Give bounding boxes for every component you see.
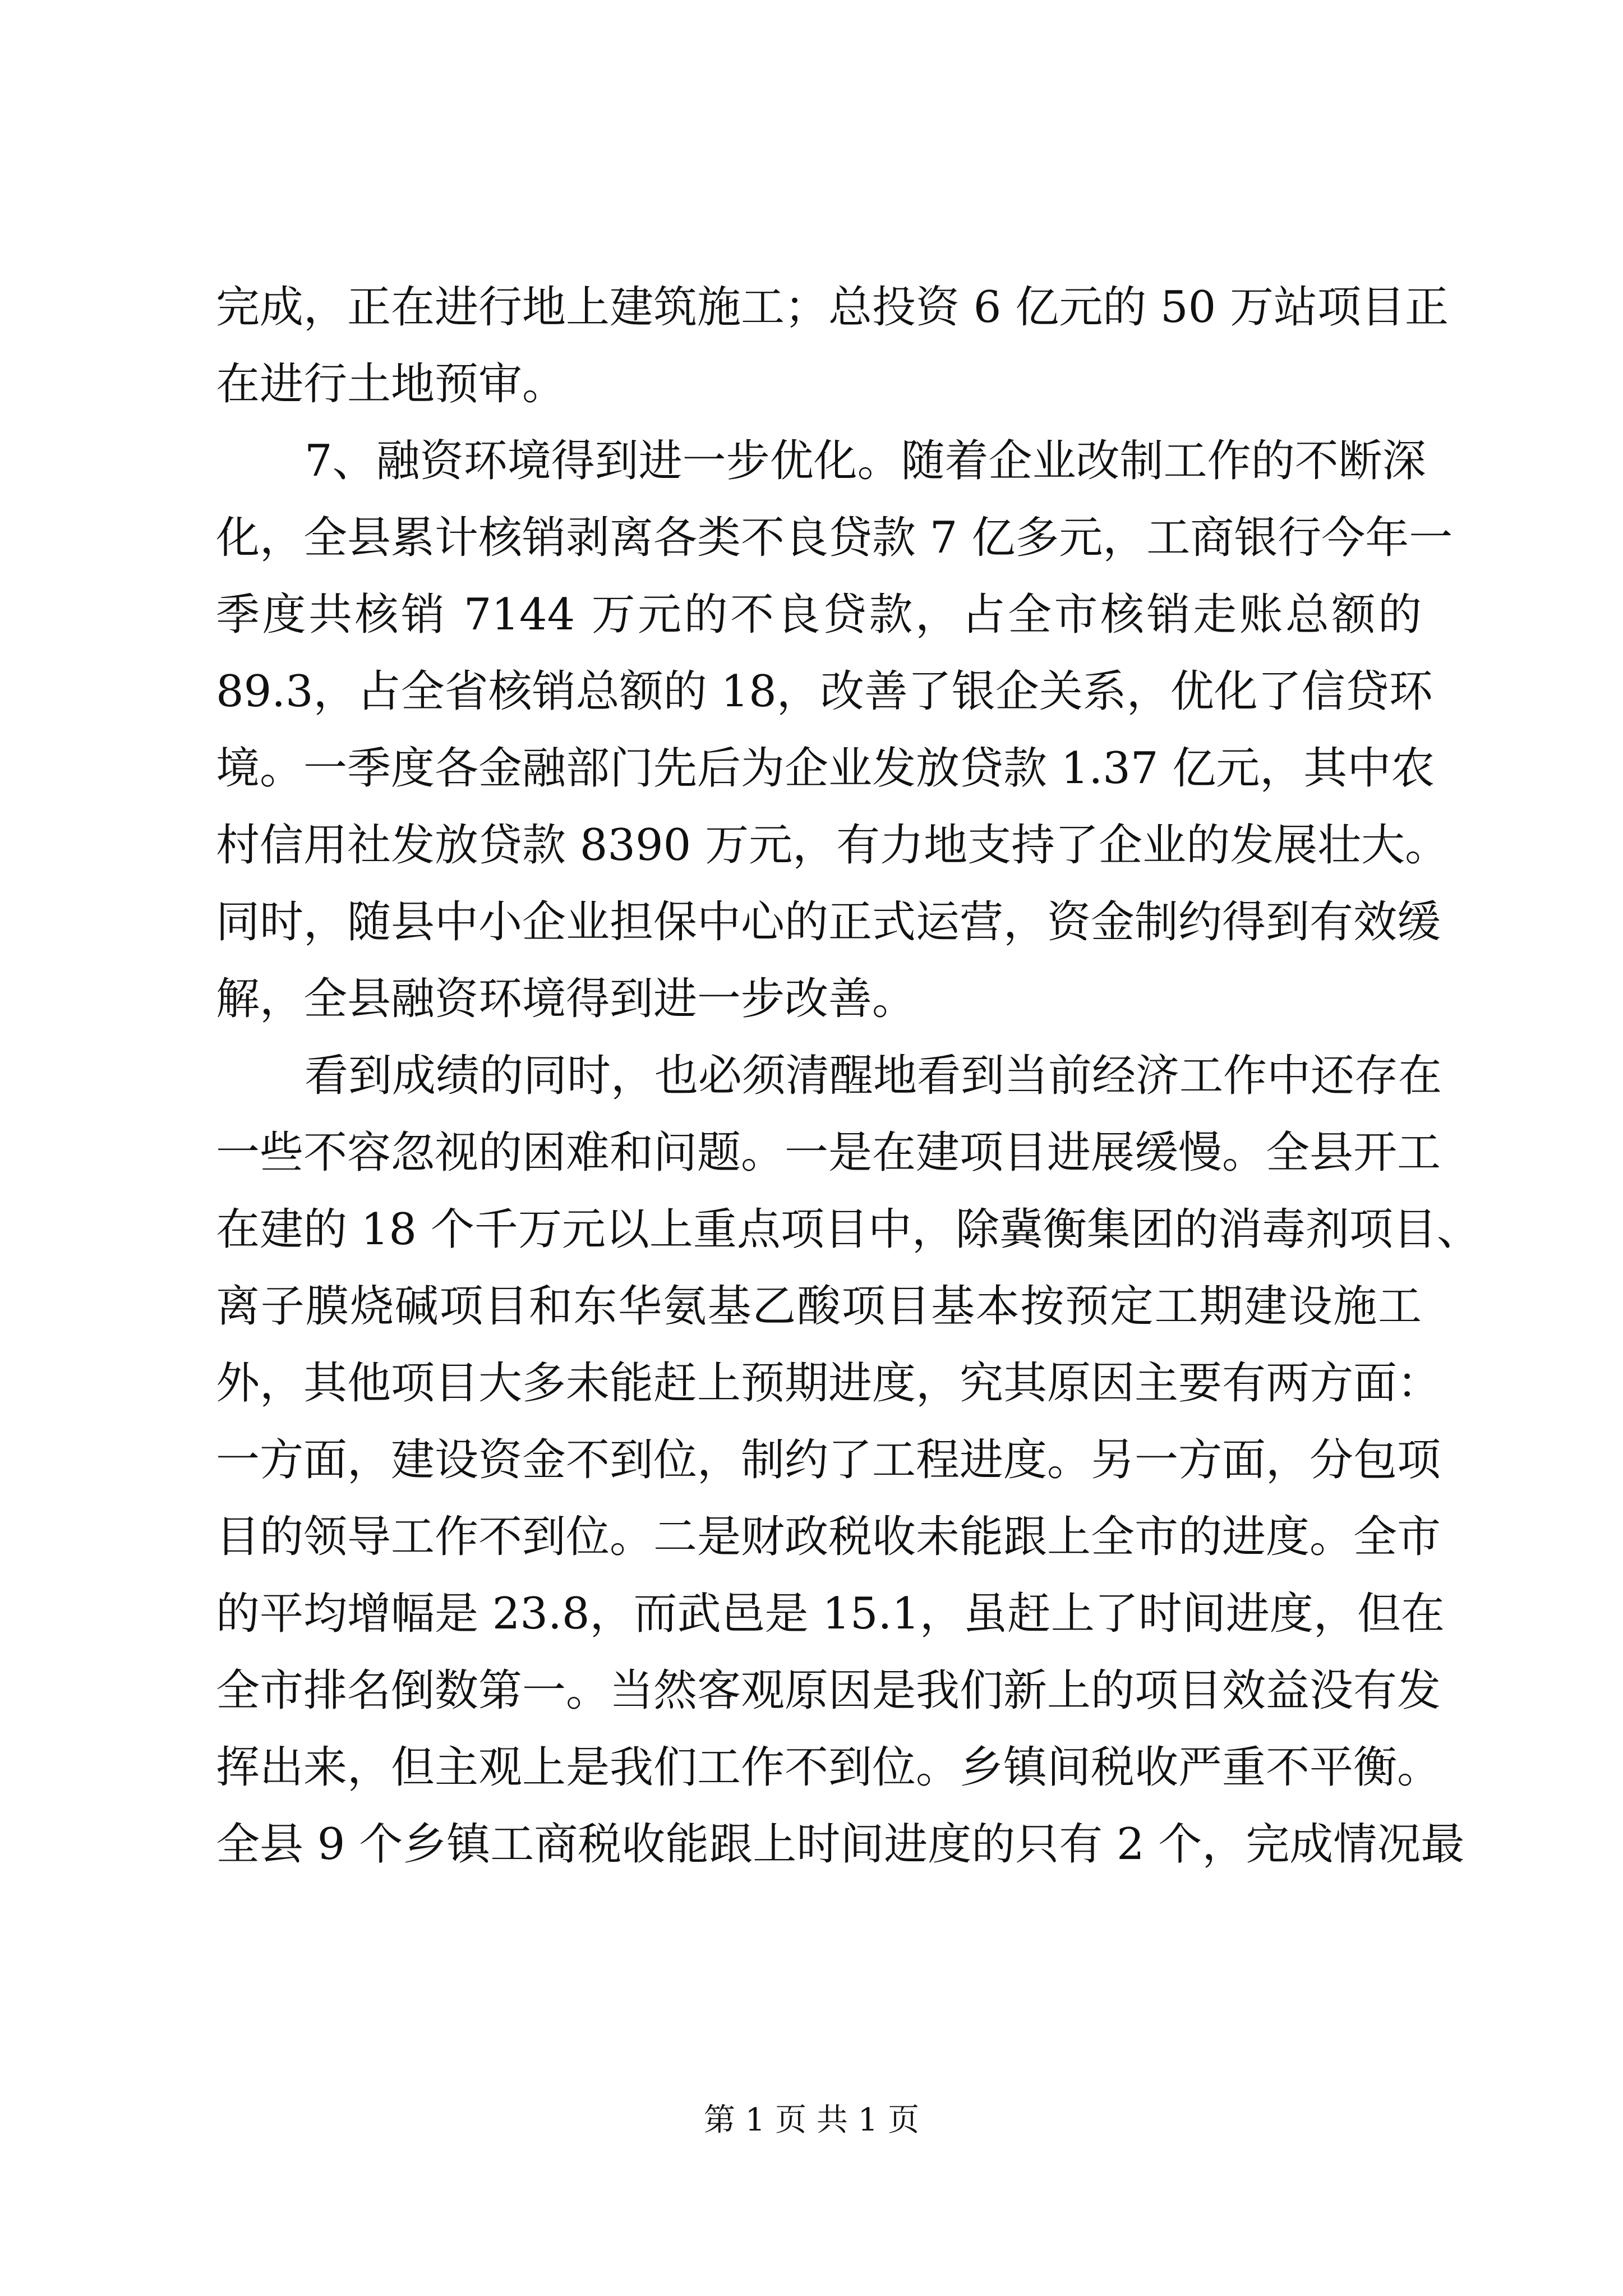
text-line: 外，其他项目大多未能赶上预期进度，究其原因主要有两方面： bbox=[216, 1358, 1441, 1409]
document-body bbox=[216, 269, 1481, 1883]
text-line: 89.3，占全省核销总额的 18，改善了银企关系，优化了信贷环 bbox=[216, 666, 1433, 717]
text-line: 化，全县累计核销剥离各类不良贷款 7 亿多元，工商银行今年一 bbox=[216, 513, 1453, 563]
text-line: 离子膜烧碱项目和东华氨基乙酸项目基本按预定工期建设施工 bbox=[216, 1281, 1422, 1332]
text-line: 境。一季度各金融部门先后为企业发放贷款 1.37 亿元，其中农 bbox=[216, 743, 1435, 794]
text-line: 全县 9 个乡镇工商税收能跟上时间进度的只有 2 个，完成情况最 bbox=[216, 1819, 1465, 1870]
page-number-footer: 第 1 页 共 1 页 bbox=[703, 2102, 920, 2138]
text-line: 在进行土地预审。 bbox=[216, 359, 566, 409]
text-line: 解，全县融资环境得到进一步改善。 bbox=[216, 974, 916, 1024]
text-line: 完成，正在进行地上建筑施工；总投资 6 亿元的 50 万站项目正 bbox=[216, 282, 1449, 333]
text-line: 的平均增幅是 23.8，而武邑是 15.1，虽赶上了时间进度，但在 bbox=[216, 1589, 1445, 1639]
text-line: 在建的 18 个千万元以上重点项目中，除冀衡集团的消毒剂项目、 bbox=[216, 1204, 1481, 1255]
text-line: 挥出来，但主观上是我们工作不到位。乡镇间税收严重不平衡。 bbox=[216, 1742, 1441, 1793]
text-line: 一方面，建设资金不到位，制约了工程进度。另一方面，分包项 bbox=[216, 1435, 1441, 1485]
text-line: 7、融资环境得到进一步优化。随着企业改制工作的不断深 bbox=[305, 436, 1426, 486]
text-line: 全市排名倒数第一。当然客观原因是我们新上的项目效益没有发 bbox=[216, 1665, 1441, 1716]
text-line: 同时，随县中小企业担保中心的正式运营，资金制约得到有效缓 bbox=[216, 897, 1441, 947]
text-line: 季度共核销 7144 万元的不良贷款，占全市核销走账总额的 bbox=[216, 590, 1422, 640]
text-line: 看到成绩的同时，也必须清醒地看到当前经济工作中还存在 bbox=[305, 1051, 1442, 1101]
text-line: 目的领导工作不到位。二是财政税收未能跟上全市的进度。全市 bbox=[216, 1512, 1441, 1562]
text-line: 一些不容忽视的困难和问题。一是在建项目进展缓慢。全县开工 bbox=[216, 1128, 1441, 1178]
text-line: 村信用社发放贷款 8390 万元，有力地支持了企业的发展壮大。 bbox=[216, 820, 1449, 871]
